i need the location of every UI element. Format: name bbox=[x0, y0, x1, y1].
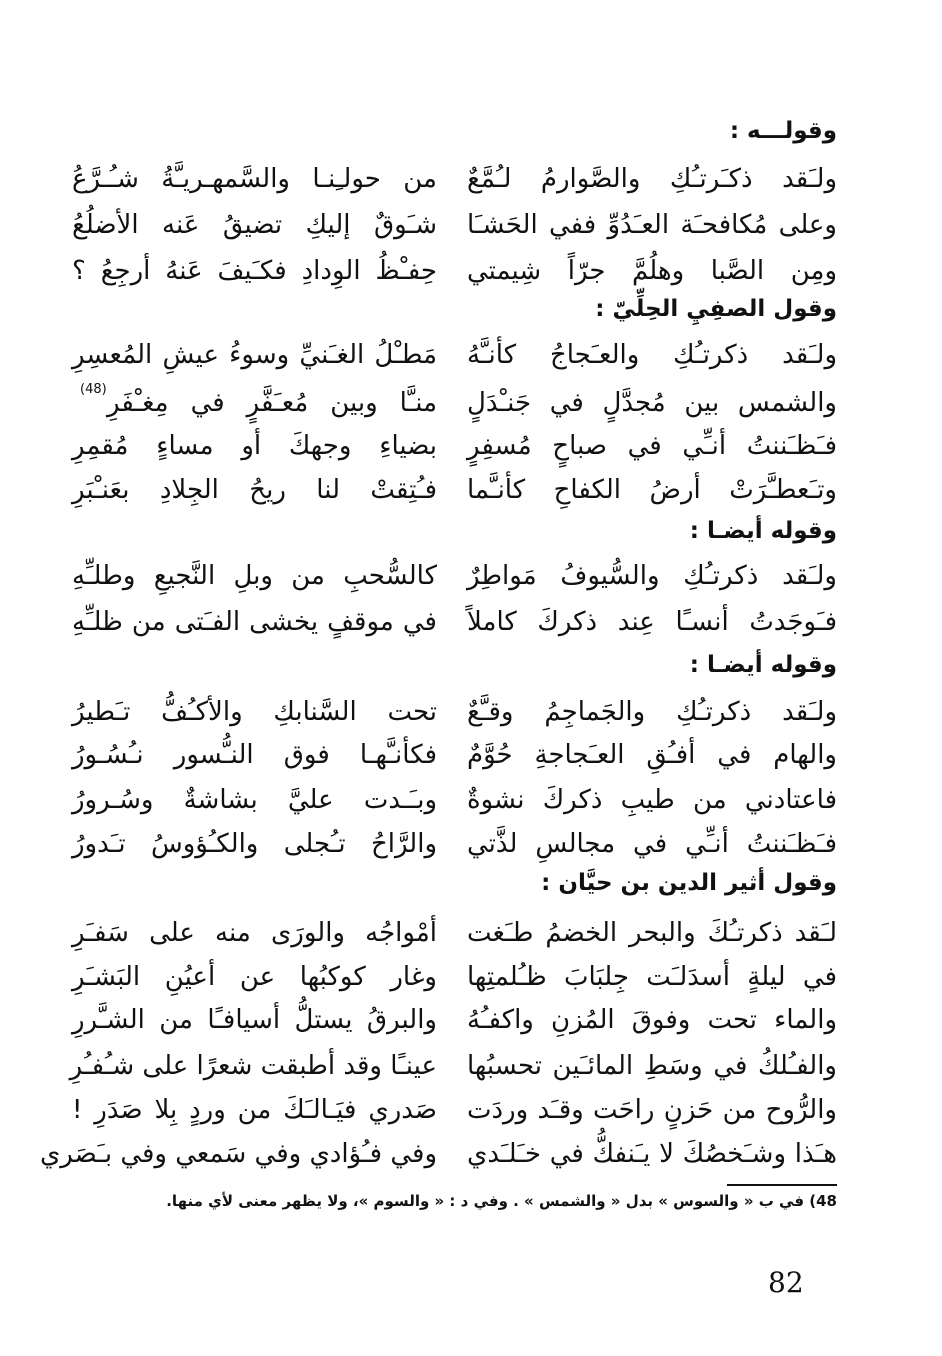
verse-first-hemistich: وعلى مُكافحـَة العـَدُوِّ ففي الحَشـَا bbox=[467, 210, 837, 240]
section-heading: وقول الصفِيِ الحِلِّيّ : bbox=[595, 296, 837, 322]
section-heading: وقول أثير الدين بن حيَّان : bbox=[541, 870, 837, 896]
section-heading: وقولـــه : bbox=[729, 118, 837, 144]
verse-first-hemistich: في ليلةٍ أسدَلـَت جِلبَابَ ظـُلمتِها bbox=[467, 962, 837, 992]
verse-first-hemistich: وتـَعطـَّرَتْ أرضُ الكفاحِ كأنـَّما bbox=[467, 475, 837, 505]
verse-second-hemistich: حِفـْظُ الوِدادِ فكـَيفَ عَنهُ أرجِعُ ؟ bbox=[72, 256, 437, 286]
verse-second-hemistich: منـَّا وبين مُعـَفَّرٍ في مِغـْفَرِ bbox=[107, 388, 437, 418]
footnote: 48) في ب « والسوس » بدل « والشمس » . وفي د : « والسوم »، ولا يظهر معنى لأي منها. bbox=[166, 1192, 837, 1210]
verse-second-hemistich: والرَّاحُ تـُجلى والكـُؤوسُ تـَدورُ bbox=[72, 829, 437, 859]
section-heading: وقوله أيضـا : bbox=[689, 518, 837, 544]
verse-first-hemistich: ومِن الصَّبا وهلُمَّ جرّاً شِيمتي bbox=[467, 256, 837, 286]
verse-second-hemistich: بضياءِ وجهكَ أو مساءٍ مُقمِرِ bbox=[72, 431, 437, 461]
footnote-reference: (48) bbox=[80, 382, 107, 397]
verse-second-hemistich: شـَوقٌ إليكِ تضيقُ عَنه الأضلُعُ bbox=[72, 210, 437, 240]
verse-second-hemistich: في موقفٍ يخشى الفـَتى من ظلـِّهِ bbox=[72, 607, 437, 637]
page-number: 82 bbox=[768, 1266, 804, 1299]
verse-second-hemistich: أمْواجُه والورَى منه على سَفـَرِ bbox=[72, 918, 437, 948]
verse-second-hemistich: صَدري فيَـالـَكَ من وردٍ بِلا صَدَرِ ! bbox=[72, 1095, 437, 1125]
verse-second-hemistich: وغار كوكبُها عن أعيُنِ البَشـَرِ bbox=[72, 962, 437, 992]
verse-second-hemistich: تحت السَّنابكِ والأكـُفُّ تـَطيرُ bbox=[72, 697, 437, 727]
verse-second-hemistich: فكأنـَّهـا فوق النـُّسور نـُسُـورُ bbox=[72, 740, 437, 770]
verse-second-hemistich: مَطـْلُ الغـَنيِّ وسوءُ عيشِ المُعسِرِ bbox=[72, 340, 437, 370]
verse-first-hemistich: ولـَقد ذكـَرتـُكِ والصَّوارمُ لـُمَّعٌ bbox=[467, 164, 837, 194]
verse-second-hemistich: من حولـِنـا والسَّمهـريـَّةُ شـُـرَّعُ bbox=[72, 164, 437, 194]
verse-first-hemistich: ولـَقد ذكرتـُكِ والجَماجِمُ وقـَّعٌ bbox=[467, 697, 837, 727]
verse-first-hemistich: والشمس بين مُجدَّلٍ في جَنـْدَلٍ bbox=[467, 388, 837, 418]
verse-first-hemistich: فاعتادني من طيبِ ذكركَ نشوةٌ bbox=[467, 785, 837, 815]
verse-first-hemistich: فـَوجَدتُ أنسـًا عِند ذكركَ كاملاً bbox=[467, 607, 837, 637]
verse-first-hemistich: والماء تحت وفوقَ المُزنِ واكفـُهُ bbox=[467, 1005, 837, 1035]
verse-first-hemistich: ولـَقد ذكرتـُكِ والسُّيوفُ مَواطِرٌ bbox=[467, 561, 837, 591]
verse-first-hemistich: هـَذا وشـَخصُكَ لا يـَنفكُّ في خـَلـَدي bbox=[467, 1139, 837, 1169]
section-heading: وقوله أيضـا : bbox=[689, 652, 837, 678]
verse-first-hemistich: ولـَقد ذكرتـُكِ والعـَجاجُ كأنـَّهُ bbox=[467, 340, 837, 370]
verse-second-hemistich: وفي فـُؤادي وفي سَمعي وفي بـَصَري bbox=[39, 1139, 437, 1169]
verse-second-hemistich: والبرقُ يستلُّ أسيافـًا من الشـَّررِ bbox=[72, 1005, 437, 1035]
verse-first-hemistich: والهام في أفـُقِ العـَجاجةِ حُوَّمٌ bbox=[467, 740, 837, 770]
verse-first-hemistich: لـَقد ذكرتـُكَ والبحر الخضمُ طـَغت bbox=[467, 918, 837, 948]
footnote-separator bbox=[727, 1184, 837, 1186]
verse-second-hemistich: كالسُّحبِ من وبلِ النَّجيعِ وطلـِّهِ bbox=[72, 561, 437, 591]
verse-first-hemistich: والفـُلكُ في وسَطِ المائـَين تحسبُها bbox=[467, 1051, 837, 1081]
verse-second-hemistich: وبـَـدت عليَّ بشاشةٌ وسُـرورُ bbox=[72, 785, 437, 815]
verse-second-hemistich: عينـًا وقد أطبقت شعرًا على شـُفـُرِ bbox=[69, 1051, 437, 1081]
verse-second-hemistich: فـُتِقتْ لنا ريحُ الجِلادِ بعَنـْبَرِ bbox=[72, 475, 437, 505]
verse-first-hemistich: والرُّوح من حَزنٍ راحَت وقـَد وردَت bbox=[467, 1095, 837, 1125]
verse-first-hemistich: فـَظـَننتُ أنـِّي في مجالسِ لذَّتي bbox=[467, 829, 837, 859]
verse-first-hemistich: فـَظـَننتُ أنـِّي في صباحٍ مُسفِرٍ bbox=[467, 431, 837, 461]
